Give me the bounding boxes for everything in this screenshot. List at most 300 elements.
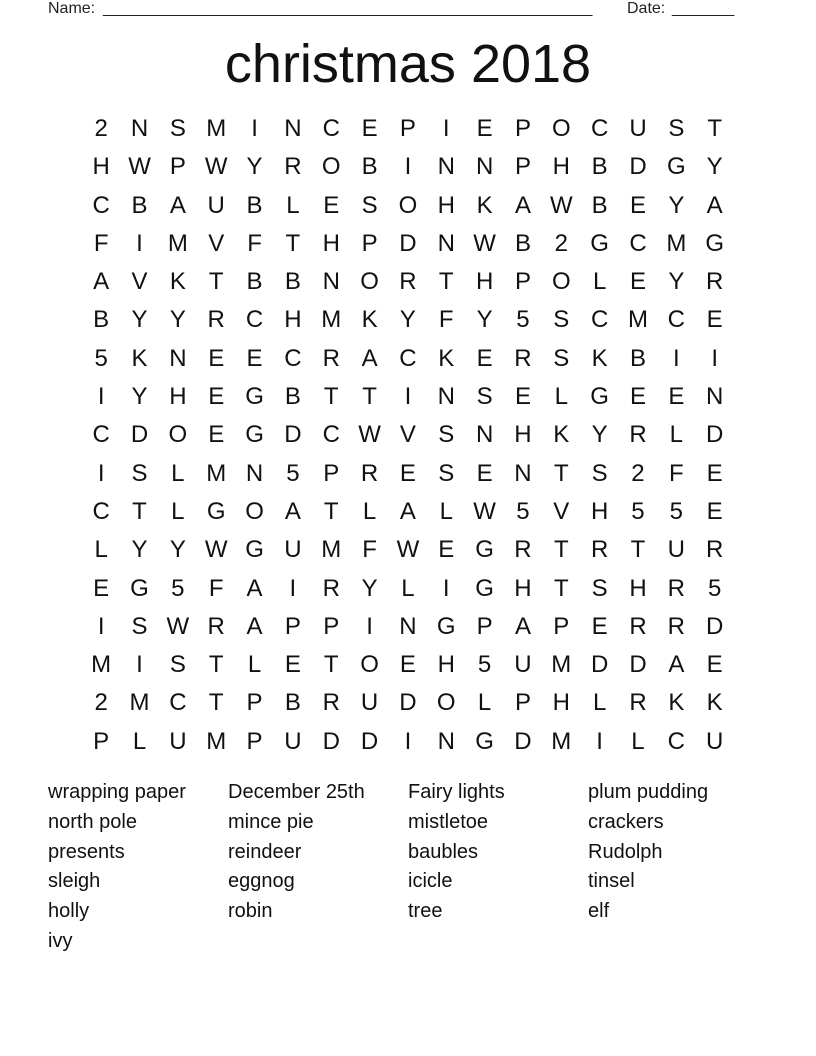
grid-letter: 5 (286, 459, 300, 487)
grid-letter: K (169, 268, 186, 296)
grid-letter: B (284, 268, 301, 296)
grid-letter: C (667, 306, 685, 334)
grid-letter: B (246, 191, 263, 219)
grid-letter: L (132, 727, 147, 755)
grid-letter: G (245, 536, 264, 564)
grid-letter: B (591, 153, 608, 181)
grid-letter: E (208, 383, 225, 411)
grid-letter: G (666, 153, 686, 181)
grid-letter: H (514, 574, 532, 602)
grid-letter: A (93, 268, 110, 296)
grid-letter: K (438, 344, 455, 372)
grid-letter: P (476, 612, 493, 640)
grid-letter: S (131, 612, 148, 640)
grid-letter: O (321, 153, 341, 181)
grid-letter: O (360, 268, 379, 296)
grid-letter: I (97, 383, 105, 411)
grid-letter: R (207, 306, 225, 334)
grid-letter: I (711, 344, 718, 372)
grid-letter: S (438, 459, 455, 487)
grid-letter: M (167, 229, 188, 257)
grid-letter: U (284, 727, 302, 755)
grid-letter: I (596, 727, 603, 755)
grid-letter: V (399, 421, 416, 449)
grid-letter: L (401, 574, 415, 602)
grid-letter: P (93, 727, 110, 755)
grid-letter: M (206, 459, 227, 487)
grid-letter: G (206, 497, 226, 525)
grid-letter: R (207, 612, 225, 640)
grid-letter: E (476, 459, 493, 487)
grid-letter: R (322, 344, 340, 372)
grid-letter: B (131, 191, 148, 219)
grid-letter: R (629, 689, 647, 717)
grid-letter: Y (476, 306, 493, 334)
grid-letter: D (399, 229, 417, 257)
grid-letter: H (284, 306, 302, 334)
grid-letter: G (590, 229, 609, 257)
word-list-item: Rudolph (588, 840, 663, 863)
grid-letter: N (514, 459, 532, 487)
grid-letter: R (590, 536, 609, 564)
grid-letter: A (284, 497, 301, 525)
grid-letter: D (322, 727, 340, 755)
grid-letter: Y (399, 306, 416, 334)
grid-letter: S (438, 421, 455, 449)
grid-letter: W (473, 229, 496, 257)
grid-letter: N (437, 229, 455, 257)
grid-letter: T (323, 383, 339, 411)
grid-letter: A (246, 612, 263, 640)
grid-letter: I (289, 574, 297, 602)
grid-letter: 5 (707, 574, 722, 602)
grid-letter: F (93, 229, 109, 257)
grid-letter: P (284, 612, 301, 640)
grid-letter: S (476, 383, 493, 411)
grid-letter: E (591, 612, 608, 640)
grid-row (82, 378, 734, 416)
word-list-item: reindeer (228, 840, 302, 863)
grid-letter: M (551, 727, 572, 755)
grid-letter: L (362, 497, 377, 525)
grid-letter: C (169, 689, 187, 717)
grid-letter: R (629, 421, 647, 449)
grid-letter: P (553, 612, 570, 640)
word-list-item: holly (48, 900, 90, 923)
grid-letter: K (361, 306, 378, 334)
grid-letter: L (669, 421, 683, 449)
grid-letter: 2 (554, 229, 568, 257)
grid-row (82, 646, 734, 684)
grid-letter: M (627, 306, 648, 334)
grid-letter: P (514, 689, 531, 717)
grid-letter: R (667, 574, 685, 602)
grid-row (82, 531, 734, 569)
grid-letter: H (437, 651, 455, 679)
grid-letter: D (514, 727, 532, 755)
grid-letter: F (362, 536, 377, 564)
grid-letter: I (136, 651, 143, 679)
grid-row (82, 301, 734, 339)
grid-letter: A (169, 191, 186, 219)
grid-letter: N (706, 383, 724, 411)
grid-letter: O (168, 421, 188, 449)
grid-letter: T (323, 651, 339, 679)
grid-letter: T (630, 536, 646, 564)
grid-letter: N (169, 344, 187, 372)
grid-row (82, 684, 734, 722)
grid-letter: H (514, 421, 532, 449)
grid-letter: E (361, 115, 378, 142)
grid-letter: C (92, 191, 110, 219)
grid-letter: O (245, 497, 264, 525)
grid-letter: G (590, 383, 609, 411)
grid-letter: S (591, 459, 608, 487)
grid-letter: S (553, 306, 570, 334)
grid-letter: C (629, 229, 647, 257)
grid-letter: Y (246, 153, 263, 181)
grid-letter: N (322, 268, 340, 296)
grid-letter: M (206, 727, 227, 755)
grid-letter: G (475, 574, 494, 602)
grid-letter: E (476, 344, 493, 372)
grid-letter: W (358, 421, 381, 449)
grid-letter: H (437, 191, 455, 219)
grid-letter: I (672, 344, 680, 372)
grid-letter: 5 (669, 497, 683, 525)
grid-letter: E (629, 268, 646, 296)
word-list-item: Fairy lights (408, 781, 505, 803)
grid-letter: S (361, 191, 378, 219)
word-list-item: robin (228, 900, 273, 923)
grid-letter: I (404, 383, 412, 411)
grid-letter: R (629, 612, 647, 640)
grid-row (82, 608, 734, 646)
word-list-item: mistletoe (408, 810, 489, 833)
grid-letter: K (476, 191, 493, 219)
grid-letter: M (666, 229, 687, 257)
grid-letter: Y (169, 536, 186, 564)
grid-letter: C (322, 115, 340, 142)
grid-letter: B (246, 268, 263, 296)
grid-letter: B (284, 689, 301, 717)
grid-letter: E (208, 421, 225, 449)
word-list-item: ivy (48, 929, 73, 952)
grid-letter: S (169, 651, 186, 679)
grid-letter: R (706, 268, 724, 296)
grid-letter: 5 (631, 497, 645, 525)
grid-letter: V (553, 497, 570, 525)
grid-letter: H (590, 497, 609, 525)
grid-letter: Y (668, 191, 685, 219)
grid-letter: D (629, 153, 647, 181)
grid-letter: H (552, 153, 570, 181)
grid-letter: E (323, 191, 340, 219)
word-search-grid (82, 110, 734, 761)
grid-letter: T (132, 497, 147, 525)
grid-letter: D (629, 651, 647, 679)
grid-row (82, 110, 734, 148)
grid-letter: 5 (516, 497, 530, 525)
grid-letter: T (208, 268, 224, 296)
grid-letter: A (514, 191, 531, 219)
grid-letter: E (706, 306, 723, 334)
grid-letter: O (436, 689, 456, 717)
grid-letter: U (284, 536, 302, 564)
grid-letter: E (208, 344, 225, 372)
grid-letter: T (553, 536, 569, 564)
grid-letter: M (321, 306, 342, 334)
grid-letter: T (208, 689, 224, 717)
grid-letter: A (361, 344, 378, 372)
grid-letter: I (442, 115, 450, 142)
grid-letter: I (404, 153, 412, 181)
grid-letter: T (208, 651, 224, 679)
grid-letter: E (514, 383, 531, 411)
grid-letter: R (399, 268, 417, 296)
grid-letter: B (629, 344, 646, 372)
grid-letter: T (362, 383, 377, 411)
word-list-item: elf (588, 900, 610, 923)
grid-letter: 2 (94, 115, 108, 142)
grid-letter: R (360, 459, 379, 487)
grid-letter: D (360, 727, 379, 755)
grid-letter: 2 (94, 689, 108, 717)
word-list-item: eggnog (228, 870, 295, 893)
grid-letter: H (92, 153, 110, 181)
grid-row (82, 340, 734, 378)
grid-letter: D (706, 612, 724, 640)
grid-letter: E (476, 115, 493, 142)
grid-letter: N (245, 459, 264, 487)
grid-letter: A (668, 651, 685, 679)
grid-letter: R (667, 612, 685, 640)
grid-letter: M (129, 689, 150, 717)
grid-letter: R (322, 689, 340, 717)
grid-letter: K (131, 344, 148, 372)
word-list-item: presents (48, 840, 125, 863)
grid-letter: L (592, 268, 607, 296)
grid-row (82, 723, 734, 761)
grid-letter: F (247, 229, 262, 257)
grid-letter: E (629, 383, 646, 411)
grid-letter: F (668, 459, 684, 487)
grid-letter: E (668, 383, 685, 411)
grid-letter: Y (131, 383, 148, 411)
grid-letter: E (246, 344, 263, 372)
grid-letter: P (323, 459, 340, 487)
grid-letter: M (206, 115, 227, 142)
grid-letter: T (323, 497, 339, 525)
grid-letter: P (246, 727, 263, 755)
grid-letter: L (592, 689, 607, 717)
word-list-item: north pole (48, 810, 137, 833)
grid-letter: L (477, 689, 492, 717)
grid-letter: O (551, 268, 571, 296)
grid-letter: Y (131, 306, 148, 334)
grid-letter: C (590, 306, 609, 334)
grid-letter: L (439, 497, 453, 525)
grid-letter: C (245, 306, 264, 334)
grid-letter: D (130, 421, 149, 449)
grid-letter: E (438, 536, 455, 564)
grid-letter: U (207, 191, 225, 219)
grid-letter: B (514, 229, 531, 257)
grid-letter: C (399, 344, 417, 372)
grid-letter: A (706, 191, 723, 219)
grid-letter: U (360, 689, 379, 717)
grid-letter: 5 (516, 306, 530, 334)
grid-letter: U (667, 536, 685, 564)
date-label: Date: (627, 0, 666, 17)
grid-row (82, 570, 734, 608)
grid-letter: I (97, 459, 105, 487)
grid-letter: P (361, 229, 378, 257)
grid-letter: I (404, 727, 412, 755)
grid-row (82, 225, 734, 263)
grid-letter: W (396, 536, 420, 564)
grid-letter: H (629, 574, 647, 602)
grid-letter: L (171, 459, 185, 487)
grid-letter: T (707, 115, 722, 142)
grid-letter: P (323, 612, 340, 640)
grid-letter: U (706, 727, 724, 755)
grid-letter: S (131, 459, 148, 487)
grid-letter: N (284, 115, 302, 142)
grid-letter: L (171, 497, 185, 525)
grid-letter: G (475, 727, 494, 755)
grid-letter: I (366, 612, 373, 640)
grid-letter: O (551, 115, 571, 142)
grid-letter: N (437, 727, 455, 755)
grid-letter: I (442, 574, 450, 602)
grid-letter: 5 (171, 574, 185, 602)
grid-letter: N (437, 153, 455, 181)
grid-letter: T (438, 268, 454, 296)
grid-letter: C (590, 115, 609, 142)
word-list (48, 778, 788, 957)
grid-row (82, 187, 734, 225)
grid-letter: R (322, 574, 340, 602)
grid-letter: P (246, 689, 263, 717)
header-line (0, 0, 816, 20)
grid-letter: A (514, 612, 531, 640)
grid-row (82, 263, 734, 301)
grid-letter: B (284, 383, 301, 411)
grid-letter: Y (591, 421, 608, 449)
name-label: Name: (48, 0, 96, 17)
grid-letter: Y (131, 536, 148, 564)
word-list-item: mince pie (228, 810, 314, 833)
grid-letter: T (285, 229, 301, 257)
grid-letter: T (553, 459, 569, 487)
grid-letter: R (706, 536, 724, 564)
grid-letter: E (93, 574, 110, 602)
grid-letter: P (514, 153, 531, 181)
word-list-item: wrapping paper (48, 781, 186, 803)
grid-letter: A (399, 497, 416, 525)
grid-letter: H (169, 383, 187, 411)
grid-letter: P (169, 153, 186, 181)
grid-letter: W (128, 153, 151, 181)
grid-letter: S (591, 574, 608, 602)
grid-letter: M (551, 651, 572, 679)
grid-letter: N (437, 383, 455, 411)
grid-letter: E (706, 497, 723, 525)
grid-letter: B (591, 191, 608, 219)
grid-letter: R (284, 153, 302, 181)
grid-letter: L (286, 191, 300, 219)
grid-letter: S (553, 344, 570, 372)
grid-letter: N (399, 612, 417, 640)
grid-letter: K (591, 344, 608, 372)
grid-letter: F (208, 574, 224, 602)
page-title: christmas 2018 (224, 34, 592, 94)
word-list-item: tree (408, 900, 443, 923)
grid-letter: V (131, 268, 148, 296)
word-list-item: baubles (408, 840, 479, 863)
grid-letter: W (204, 536, 228, 564)
grid-letter: U (629, 115, 647, 142)
grid-letter: M (321, 536, 342, 564)
grid-letter: G (705, 229, 724, 257)
grid-letter: L (94, 536, 108, 564)
grid-letter: 2 (631, 459, 645, 487)
grid-letter: E (399, 459, 416, 487)
grid-letter: Y (169, 306, 186, 334)
grid-letter: N (130, 115, 149, 142)
grid-letter: V (208, 229, 225, 257)
grid-letter: P (514, 115, 531, 142)
grid-letter: Y (668, 268, 685, 296)
grid-letter: G (436, 612, 456, 640)
grid-letter: 5 (94, 344, 108, 372)
grid-letter: W (473, 497, 496, 525)
grid-letter: B (93, 306, 110, 334)
grid-letter: R (514, 344, 532, 372)
grid-letter: O (398, 191, 418, 219)
grid-letter: D (284, 421, 302, 449)
grid-letter: C (284, 344, 302, 372)
grid-row (82, 416, 734, 454)
grid-letter: E (284, 651, 301, 679)
grid-letter: 5 (477, 651, 492, 679)
grid-letter: C (92, 421, 110, 449)
grid-letter: G (245, 383, 264, 411)
grid-letter: W (549, 191, 573, 219)
grid-letter: I (136, 229, 143, 257)
grid-row (82, 493, 734, 531)
grid-letter: D (399, 689, 417, 717)
grid-letter: K (668, 689, 685, 717)
grid-letter: U (514, 651, 532, 679)
grid-letter: H (322, 229, 340, 257)
grid-row (82, 148, 734, 186)
grid-letter: N (475, 421, 494, 449)
grid-letter: O (360, 651, 379, 679)
grid-letter: W (204, 153, 228, 181)
grid-letter: L (247, 651, 262, 679)
grid-letter: F (438, 306, 454, 334)
grid-letter: D (706, 421, 724, 449)
grid-letter: I (97, 612, 105, 640)
grid-letter: Y (361, 574, 378, 602)
grid-letter: K (553, 421, 570, 449)
grid-letter: C (667, 727, 685, 755)
grid-letter: E (399, 651, 416, 679)
grid-letter: S (169, 115, 186, 142)
grid-letter: N (475, 153, 494, 181)
